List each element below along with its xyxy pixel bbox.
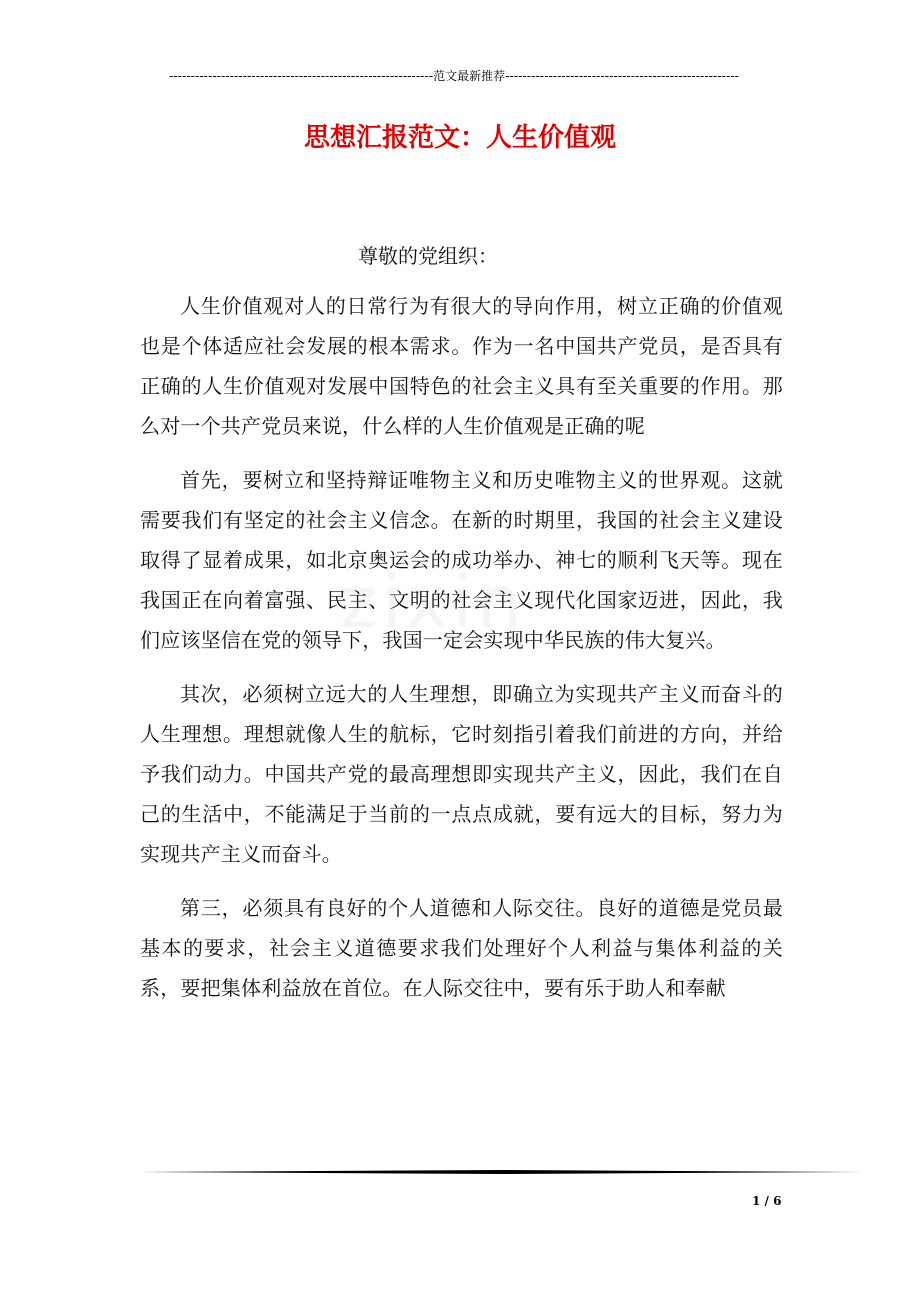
document-body	[140, 286, 783, 1022]
paragraph: 首先，要树立和坚持辩证唯物主义和历史唯物主义的世界观。这就需要我们有坚定的社会主义信念。在新的时期里，我国的社会主义建设取得了显着成果，如北京奥运会的成功举办、神七的顺利飞天等。现在我国正在向着富强、民主、文明的社会主义现代化国家迈进，因此，我们应该坚信在党的领导下，我国一定会实现中华民族的伟大复兴。	[140, 468, 783, 652]
footer-rule	[140, 1170, 862, 1174]
header-banner: -------------------------------------------------------------范文最新推荐------------------------------------------------------	[169, 69, 739, 83]
page-number: 1 / 6	[752, 1194, 782, 1208]
document-title: 思想汇报范文：人生价值观	[303, 123, 616, 153]
salutation: 尊敬的党组织：	[358, 244, 498, 268]
paragraph: 人生价值观对人的日常行为有很大的导向作用，树立正确的价值观也是个体适应社会发展的根本需求。作为一名中国共产党员，是否具有正确的人生价值观对发展中国特色的社会主义具有至关重要的作用。那么对一个共产党员来说，什么样的人生价值观是正确的呢	[140, 294, 783, 438]
paragraph: 其次，必须树立远大的人生理想，即确立为实现共产主义而奋斗的人生理想。理想就像人生的航标，它时刻指引着我们前进的方向，并给予我们动力。中国共产党的最高理想即实现共产主义，因此，我们在自己的生活中，不能满足于当前的一点点成就，要有远大的目标，努力为实现共产主义而奋斗。	[140, 682, 783, 866]
paragraph: 第三，必须具有良好的个人道德和人际交往。良好的道德是党员最基本的要求，社会主义道德要求我们处理好个人利益与集体利益的关系，要把集体利益放在首位。在人际交往中，要有乐于助人和奉献	[140, 896, 783, 1000]
